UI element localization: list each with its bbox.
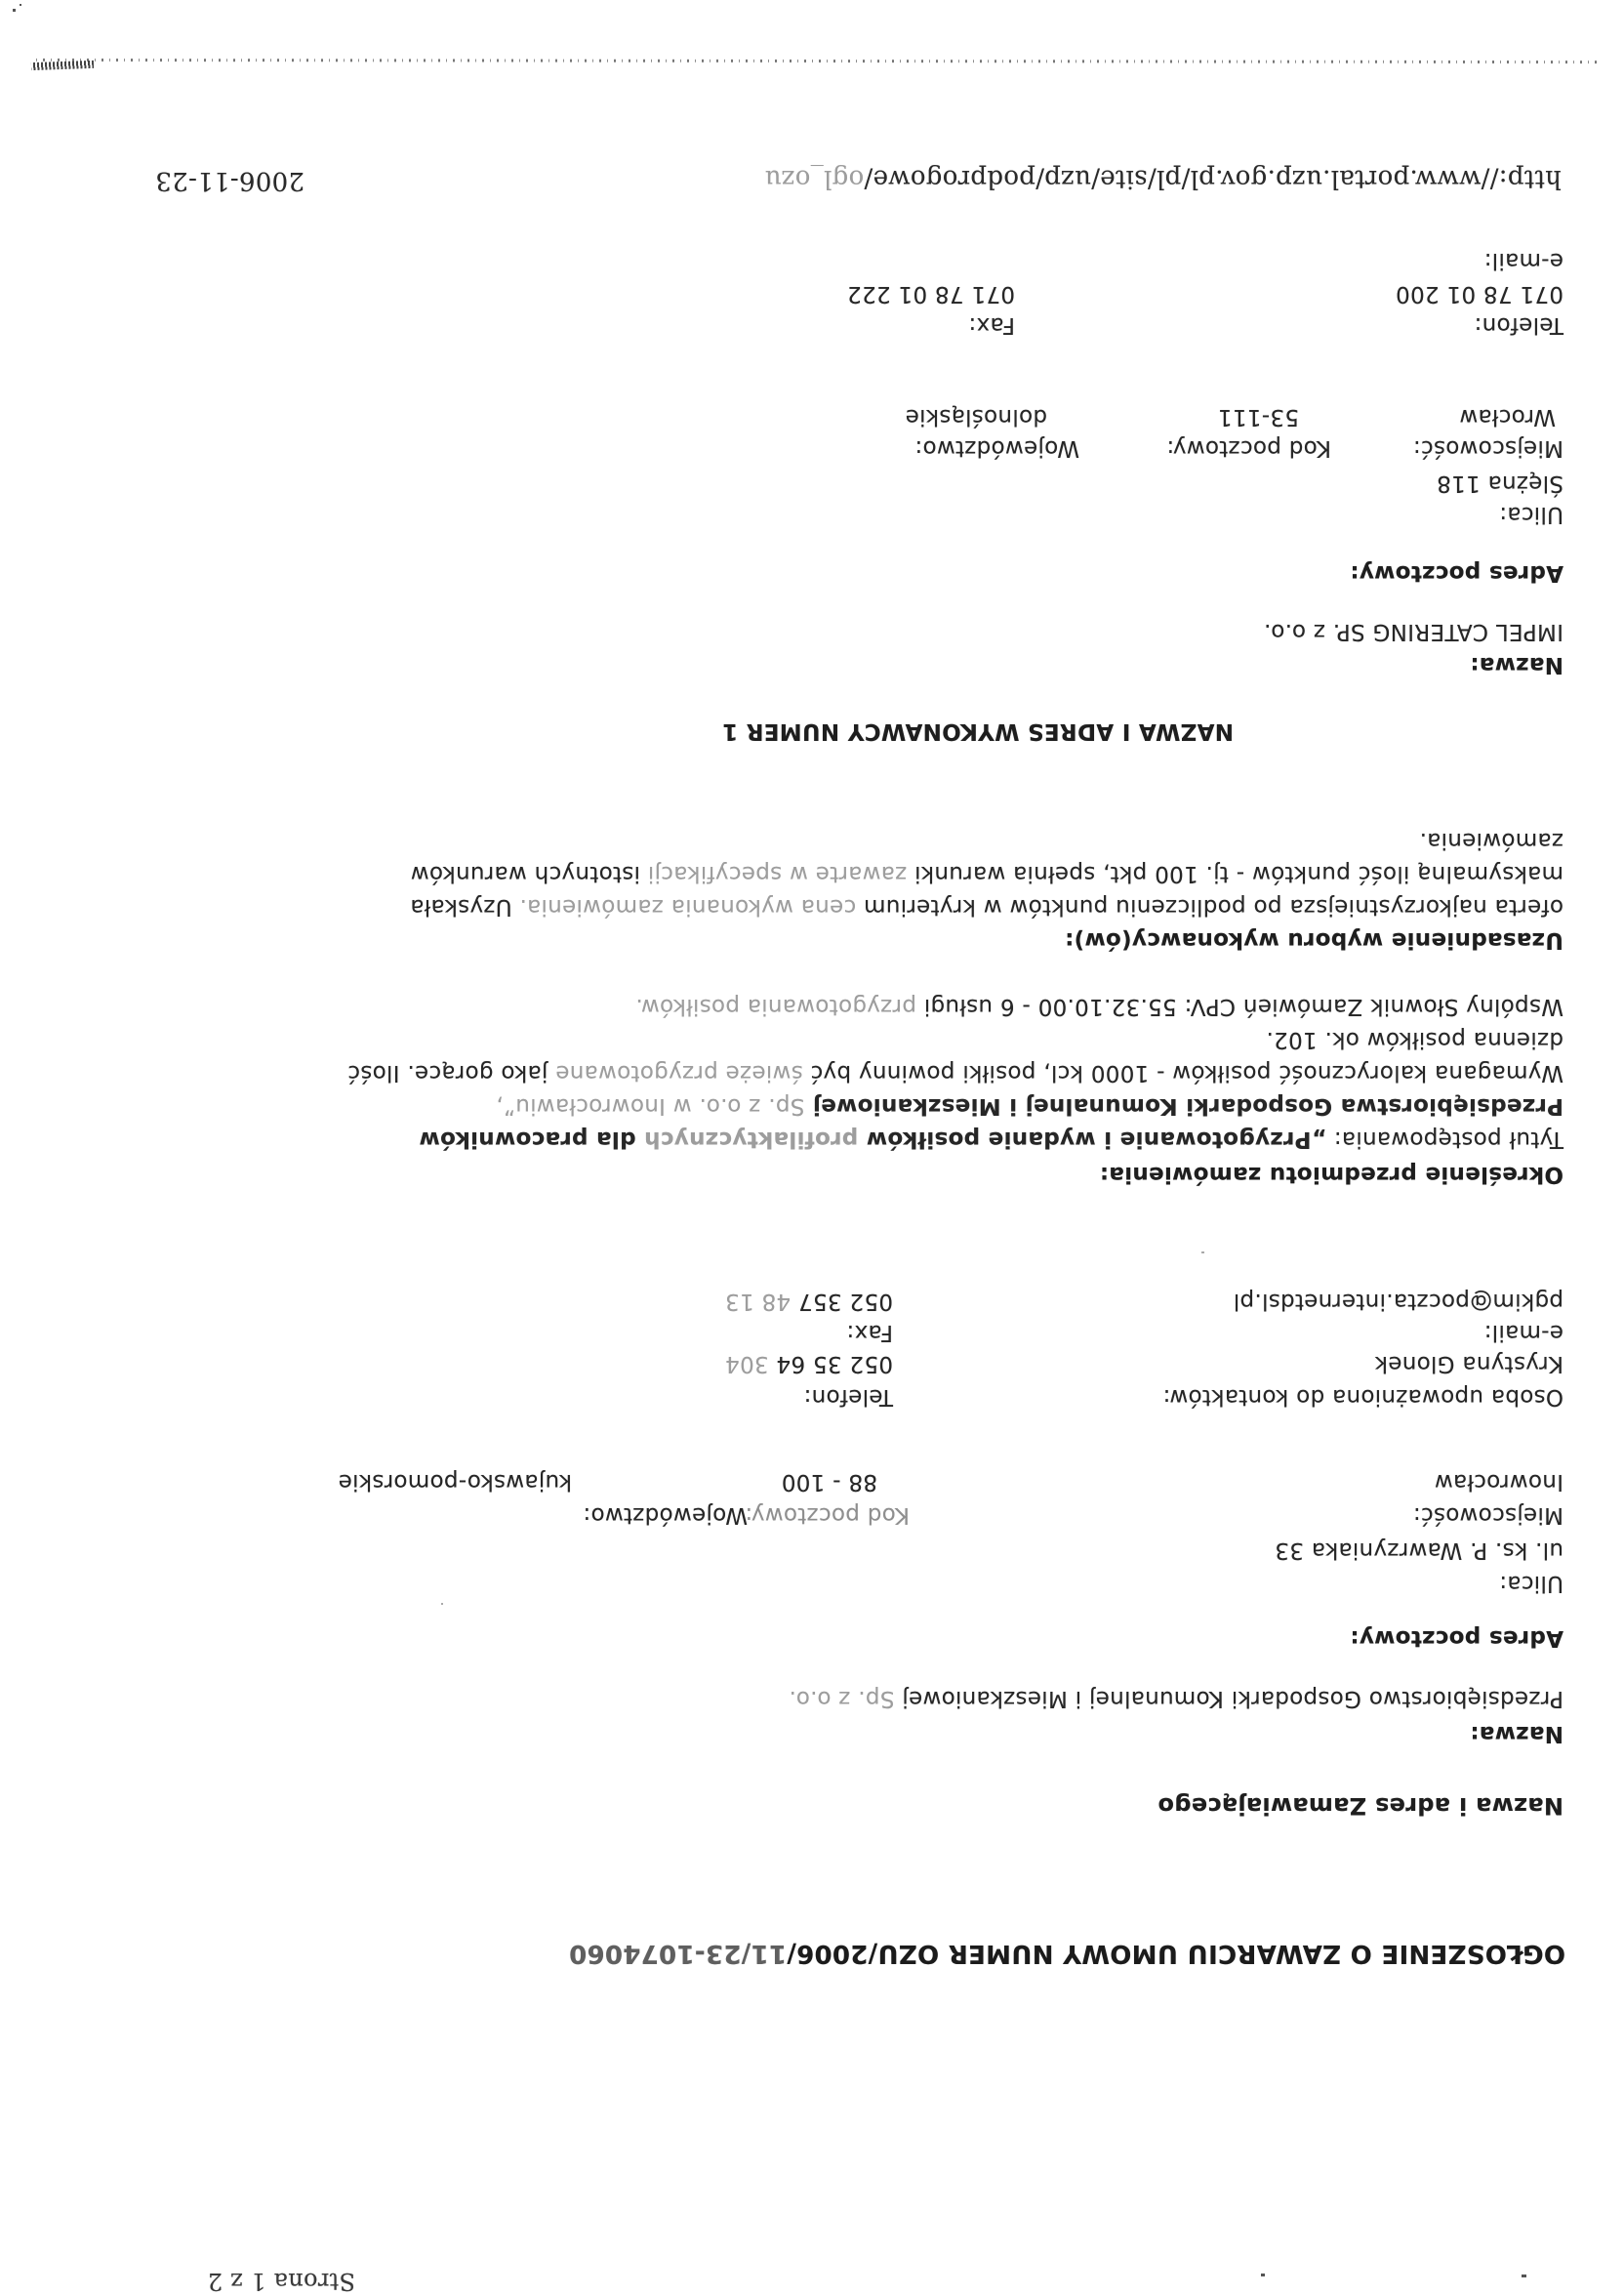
label-telefon: Telefon: bbox=[803, 1384, 893, 1410]
label-kod-pocztowy-wykonawcy: Kod pocztowy: bbox=[1166, 435, 1331, 461]
value-miejscowosc-wykonawcy: Wrocław bbox=[1459, 404, 1556, 430]
paragraph-line: Wspólny Słownik Zamówień CPV: 55.32.10.00 - 6 usługi przygotowania posiłków. bbox=[635, 994, 1563, 1019]
value-nazwa-wykonawcy: IMPEL CATERING SP. z o.o. bbox=[1263, 619, 1563, 644]
heading-uzasadnienie: Uzasadnienie wyboru wykonawcy(ów): bbox=[1064, 927, 1563, 953]
section-heading-wykonawca: NAZWA I ADRES WYKONAWCY NUMER 1 bbox=[721, 718, 1234, 744]
label-wojewodztwo: Województwo: bbox=[583, 1502, 748, 1528]
scan-speck bbox=[20, 4, 21, 6]
label-wojewodztwo-wykonawcy: Województwo: bbox=[914, 435, 1079, 461]
value-ulica-wykonawcy: Ślężna 118 bbox=[1436, 471, 1563, 496]
label-telefon-wykonawcy: Telefon: bbox=[1474, 312, 1563, 338]
label-ulica-wykonawcy: Ulica: bbox=[1499, 502, 1563, 527]
footer-url: http://www.portal.uzp.gov.pl/pl/site/uzp/podprogowe/ogl_ozu bbox=[764, 164, 1562, 193]
heading-adres-pocztowy-wykonawcy: Adres pocztowy: bbox=[1350, 560, 1563, 586]
section-heading-zamawiajacy: Nazwa i adres Zamawiającego bbox=[1157, 1792, 1563, 1820]
label-ulica: Ulica: bbox=[1499, 1571, 1563, 1596]
paragraph-line: Tytuł postępowania: „Przygotowanie i wydanie posiłków profilaktycznych dla pracowników bbox=[419, 1127, 1563, 1152]
scan-artifact-line bbox=[35, 59, 1597, 63]
value-osoba-kontaktowa: Krystyna Glonek bbox=[1374, 1351, 1563, 1376]
label-miejscowosc-wykonawcy: Miejscowość: bbox=[1412, 435, 1563, 461]
value-telefon-wykonawcy: 071 78 01 200 bbox=[1395, 281, 1563, 307]
value-wojewodztwo-wykonawcy: dolnośląskie bbox=[905, 404, 1047, 430]
label-email-wykonawcy: e-mail: bbox=[1483, 248, 1563, 273]
scan-artifact-blob bbox=[31, 61, 94, 70]
label-miejscowosc: Miejscowość: bbox=[1412, 1502, 1563, 1528]
label-nazwa: Nazwa: bbox=[1470, 1721, 1563, 1746]
paragraph-line: zamówienia. bbox=[1419, 828, 1563, 853]
paragraph-line: dzienna posiłków ok. 102. bbox=[1266, 1027, 1563, 1052]
value-fax-wykonawcy: 071 78 01 222 bbox=[846, 281, 1015, 307]
scan-speck bbox=[1522, 2275, 1526, 2277]
paragraph-line: Wymagana kaloryczność posiłków - 1000 kcl, posiłki powinny być świeże przygotowane jako gorące. Ilość bbox=[347, 1060, 1563, 1086]
page-number-fragment: Strona 1 z 2 bbox=[207, 2268, 355, 2295]
label-email: e-mail: bbox=[1483, 1320, 1563, 1345]
scan-speck bbox=[13, 9, 16, 12]
heading-przedmiot: Określenie przedmiotu zamówienia: bbox=[1099, 1162, 1563, 1187]
label-kod-pocztowy: Kod pocztowy: bbox=[745, 1502, 910, 1528]
value-kod-pocztowy-wykonawcy: 53-111 bbox=[1217, 404, 1299, 430]
value-wojewodztwo: kujawsko-pomorskie bbox=[338, 1469, 572, 1495]
value-kod-pocztowy: 88 - 100 bbox=[781, 1469, 877, 1495]
value-telefon: 052 35 64 304 bbox=[724, 1351, 893, 1376]
label-fax-wykonawcy: Fax: bbox=[968, 312, 1015, 338]
paragraph-line: oferta najkorzystniejsza po podliczeniu punktów w kryterium cena wykonania zamówienia. Uzyskała bbox=[410, 894, 1563, 920]
scan-speck bbox=[441, 1603, 443, 1605]
label-nazwa-wykonawcy: Nazwa: bbox=[1470, 652, 1563, 677]
value-email: pgkim@poczta.internetdsl.pl bbox=[1233, 1289, 1563, 1314]
scan-speck bbox=[1261, 2274, 1265, 2276]
label-fax: Fax: bbox=[846, 1320, 893, 1345]
paragraph-line: Przedsiębiorstwa Gospodarki Komunalnej i Mieszkaniowej Sp. z o.o. w Inowrocławiu”, bbox=[496, 1093, 1563, 1119]
document-title: OGŁOSZENIE O ZAWARCIU UMOWY NUMER OZU/2006/11/23-1074060 bbox=[568, 1939, 1565, 1968]
paragraph-line: maksymalną ilość punktów - tj. 100 pkt, spełnia warunki zawarte w specyfikacji istotnych warunków bbox=[410, 861, 1563, 886]
heading-adres-pocztowy: Adres pocztowy: bbox=[1350, 1625, 1563, 1651]
label-osoba-kontaktowa: Osoba upoważniona do kontaktów: bbox=[1162, 1384, 1563, 1410]
scan-speck bbox=[1201, 1251, 1204, 1253]
value-fax: 052 357 48 13 bbox=[724, 1289, 893, 1314]
value-ulica: ul. ks. P. Wawrzyniaka 33 bbox=[1275, 1537, 1563, 1563]
value-miejscowosc: Inowrocław bbox=[1434, 1469, 1563, 1495]
value-nazwa-zamawiajacego: Przedsiębiorstwo Gospodarki Komunalnej i Mieszkaniowej Sp. z o.o. bbox=[789, 1686, 1563, 1711]
footer-date: 2006-11-23 bbox=[155, 166, 304, 195]
